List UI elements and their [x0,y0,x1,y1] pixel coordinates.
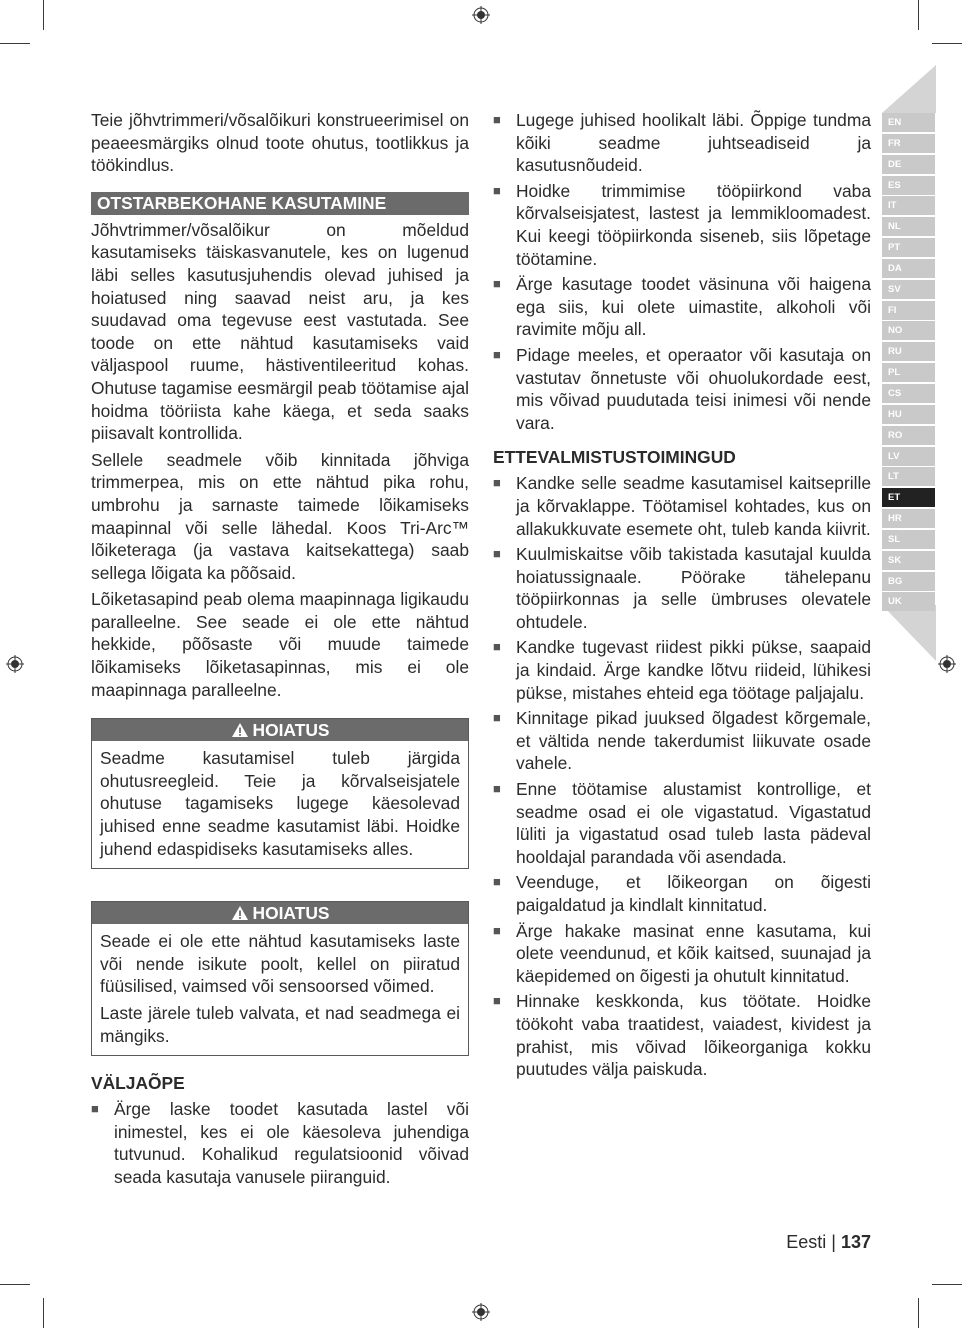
intended-use-paragraph: Lõiketasapind peab olema maapinnaga ligikaudu paralleelne. See seade ei ole ette nähtud hekkide, põõsaste või muude taimede lõikamiseks lõiketasapinnas, mis ei ole maapinnaga paralleelne. [91,589,469,700]
language-tab-lt[interactable]: LT [882,467,935,486]
warning-box [91,901,469,1056]
warning-triangle-icon [231,722,249,738]
crop-mark [0,1284,30,1285]
language-tab-bg[interactable]: BG [882,572,935,591]
bullet-icon: ■ [493,475,501,491]
list-item: ■ Ärge kasutage toodet väsinuna või haigena ega siis, kui olete uimastite, alkoholi või ravimite mõju all. [493,274,871,340]
page-number: 137 [840,1232,871,1252]
list-item: ■ Enne töötamise alustamist kontrollige, et seadme osad ei ole vigastatud. Vigastatud lüliti ja vigastatud osad tuleb lasta pädeval hooldajal parandada või asendada. [493,779,871,867]
language-tab-fi[interactable]: FI [882,301,935,320]
crop-mark [918,0,919,30]
intended-use-paragraph: Sellele seadmele võib kinnitada jõhviga trimmerpea, mis on ette nähtud pika rohu, umbrohu ja sarnaste taimede lõikamiseks maapinnal või selle lähedal. Koos Tri-Arc™ lõiketeraga (ja vastava kaitsekattega) saab sellega lõigata ka põõsaid. [91,449,469,583]
bullet-icon: ■ [91,1101,99,1117]
language-tab-ru[interactable]: RU [882,342,935,361]
crop-mark [43,1298,44,1328]
language-tab-fr[interactable]: FR [882,134,935,153]
language-tab-de[interactable]: DE [882,155,935,174]
bullet-icon: ■ [493,346,501,362]
bullet-icon: ■ [493,276,501,292]
language-tab-hu[interactable]: HU [882,405,935,424]
footer-language: Eesti [786,1232,827,1252]
warning-text: Seade ei ole ette nähtud kasutamiseks laste või nende isikute poolt, kellel on piiratud füüsilised, vaimsed või sensoorsed võimed. [100,931,460,997]
list-item: ■ Lugege juhised hoolikalt läbi. Õppige tundma kõiki seadme juhtseadiseid ja kasutusnõudeid. [493,110,871,176]
crop-mark [0,43,30,44]
language-tab-no[interactable]: NO [882,321,935,340]
training-list-continued [493,109,871,434]
warning-title-bar [92,902,468,924]
language-tab-da[interactable]: DA [882,259,935,278]
intended-use-paragraph: Jõhvtrimmer/võsalõikur on mõeldud kasutamiseks täiskasvanutele, kes on lugenud läbi selles kasutusjuhendis olevad juhised ja hoiatused ning saavad neist aru, ja kes suudavad oma tegevuse eest vastutada. See toode on ette nähtud kasutamiseks vaid väljaspool ruume, hästiventileeritud kohas. Ohutuse tagamise eesmärgil peab töötamise ajal hoidma tööriista kahe käega, et seda saaks piisavalt kontrollida. [91,219,469,444]
bullet-icon: ■ [493,639,501,655]
list-item: ■ Ärge hakake masinat enne kasutama, kui olete veendunud, et kõik kaitsed, suunajad ja käepidemed on õigesti ja ohutult kinnitatud. [493,920,871,986]
list-item: ■ Kandke selle seadme kasutamisel kaitseprille ja kõrvaklappe. Töötamisel kohtades, kus on allakukkuvate esemete oht, tuleb kanda kiivrit. [493,473,871,539]
warning-title: HOIATUS [252,903,330,924]
warning-triangle-icon [231,905,249,921]
bullet-icon: ■ [493,781,501,797]
registration-mark-icon [6,655,24,673]
language-tab-et[interactable]: ET [882,488,935,507]
language-tab-sv[interactable]: SV [882,280,935,299]
language-tab-cs[interactable]: CS [882,384,935,403]
crop-mark [932,1284,962,1285]
right-column [493,109,871,1087]
registration-mark-icon [938,655,956,673]
list-item: ■ Kinnitage pikad juuksed õlgadest kõrgemale, et vältida nende takerdumist liikuvate osade vahele. [493,708,871,774]
warning-text: Laste järele tuleb valvata, et nad seadmega ei mängiks. [100,1003,460,1046]
warning-title: HOIATUS [252,720,330,741]
list-item: ■ Veenduge, et lõikeorgan on õigesti paigaldatud ja kindlalt kinnitatud. [493,872,871,915]
list-item: ■ Kandke tugevast riidest pikki pükse, saapaid ja kindaid. Ärge kandke lõtvu riideid, lühikesi pükse, mistahes ehteid ega töötage paljajalu. [493,637,871,703]
language-tab-uk[interactable]: UK [882,592,935,611]
registration-mark-icon [472,1303,490,1321]
crop-mark [43,0,44,30]
left-column [91,109,469,1195]
language-tab-pt[interactable]: PT [882,238,935,257]
bullet-icon: ■ [493,112,501,127]
language-tab-it[interactable]: IT [882,196,935,215]
preparation-list [493,472,871,1080]
language-tabs [882,113,935,613]
language-tab-hr[interactable]: HR [882,509,935,528]
bullet-icon: ■ [493,710,501,726]
section-title-preparation: ETTEVALMISTUSTOIMINGUD [493,447,736,468]
list-item: ■ Ärge laske toodet kasutada lastel või inimestel, kes ei ole käesoleva juhendiga tutvunud. Kohalikud regulatsioonid võivad seada kasutaja vanusele piiranguid. [91,1099,469,1187]
section-title-intended-use: OTSTARBEKOHANE KASUTAMINE [91,192,469,215]
section-title-training: VÄLJAÕPE [91,1073,185,1094]
bullet-icon: ■ [493,922,501,938]
bullet-icon: ■ [493,546,501,562]
language-tab-pl[interactable]: PL [882,363,935,382]
bullet-icon: ■ [493,182,501,198]
training-list [91,1098,469,1188]
warning-box [91,718,469,869]
language-tab-ro[interactable]: RO [882,426,935,445]
bullet-icon: ■ [493,993,501,1009]
crop-mark [918,1298,919,1328]
list-item: ■ Kuulmiskaitse võib takistada kasutajal kuulda hoiatussignaale. Pöörake tähelepanu tööpiirkonnas ja selle ümbruses olevatele ohtudele. [493,544,871,632]
language-tab-nl[interactable]: NL [882,217,935,236]
footer-separator: | [831,1232,836,1252]
page-footer [786,1231,871,1253]
intro-paragraph: Teie jõhvtrimmeri/võsalõikuri konstrueerimisel on peaeesmärgiks olnud toote ohutus, tootlikkus ja töökindlus. [91,110,469,176]
bullet-icon: ■ [493,874,501,890]
language-tab-es[interactable]: ES [882,176,935,195]
crop-mark [932,43,962,44]
list-item: ■ Hinnake keskkonda, kus töötate. Hoidke töökoht vaba traatidest, vaiadest, kividest ja prahist, mis võivad lõikeorganiga kokku puutudes välja paiskuda. [493,991,871,1080]
registration-mark-icon [472,6,490,24]
list-item: ■ Pidage meeles, et operaator või kasutaja on vastutav õnnetuste või ohuolukordade eest, mis võivad puudutada teisi inimesi või nende vara. [493,344,871,433]
warning-title-bar [92,719,468,741]
language-tab-lv[interactable]: LV [882,447,935,466]
language-tab-sk[interactable]: SK [882,551,935,570]
warning-text: Seadme kasutamisel tuleb järgida ohutusreegleid. Teie ja kõrvalseisjatele ohutuse tagamiseks lugege käesolevad juhised enne seadme kasutamist läbi. Hoidke juhend edaspidiseks kasutamiseks alles. [100,748,460,859]
language-tab-en[interactable]: EN [882,113,935,132]
list-item: ■ Hoidke trimmimise tööpiirkond vaba kõrvalseisjatest, lastest ja lemmikloomadest. Kui keegi tööpiirkonda siseneb, siis lõpetage töötamine. [493,180,871,269]
language-tab-sl[interactable]: SL [882,530,935,549]
